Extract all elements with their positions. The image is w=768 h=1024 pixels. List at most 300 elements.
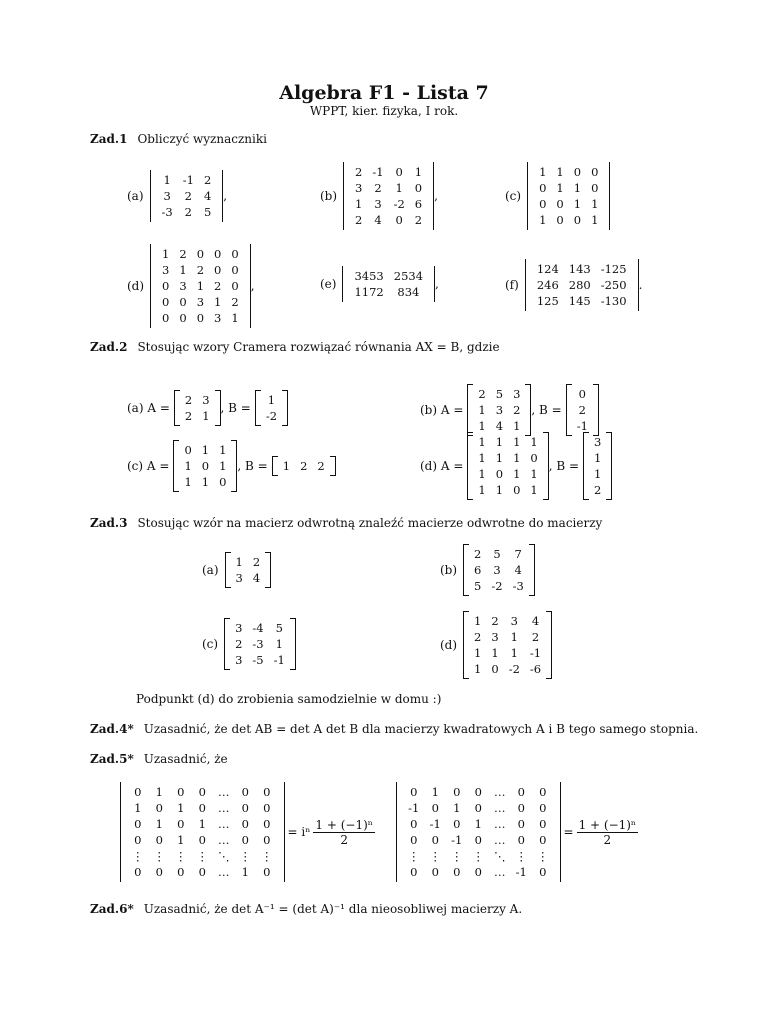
matrix-row: [127, 800, 278, 816]
matrix-cell: …: [218, 833, 230, 847]
matrix-cell: -1: [515, 865, 527, 879]
matrix-row: [127, 832, 278, 848]
matrix-cell: 2: [300, 459, 308, 473]
matrix-cell: ⋮: [175, 849, 187, 863]
zad2-c: [127, 440, 336, 492]
zad3-c-label: (c): [202, 637, 219, 651]
matrix-cell: 0: [573, 213, 582, 227]
punct: .: [638, 278, 643, 292]
matrix-cell: 0: [474, 785, 482, 799]
matrix-table: [532, 261, 632, 309]
matrix-cell: 0: [198, 833, 206, 847]
matrix-cell: 0: [263, 801, 271, 815]
zad2-b: [420, 384, 599, 436]
zad2-a: [127, 390, 288, 426]
matrix-cell: 2: [374, 181, 382, 195]
matrix-cell: 0: [263, 817, 271, 831]
matrix-row: [350, 212, 427, 228]
matrix-cell: 0: [214, 247, 222, 261]
matrix: [225, 552, 272, 588]
matrix-cell: 0: [231, 263, 239, 277]
matrix-cell: 0: [431, 801, 439, 815]
matrix-cell: 1: [275, 637, 283, 651]
matrix-cell: 1: [201, 475, 210, 489]
matrix-cell: -3: [252, 637, 264, 651]
matrix-cell: 0: [431, 833, 439, 847]
matrix-cell: 0: [177, 865, 185, 879]
matrix-row: [473, 386, 525, 402]
zad6-text: Uzasadnić, że det A⁻¹ = (det A)⁻¹ dla nieosobliwej macierzy A.: [143, 902, 523, 916]
matrix-A: [174, 390, 221, 426]
matrix-cell: 3453: [354, 269, 384, 283]
matrix-cell: 1: [530, 467, 538, 481]
matrix-cell: 0: [474, 833, 482, 847]
matrix-cell: 0: [539, 197, 547, 211]
matrix-cell: 1: [573, 181, 582, 195]
matrix-cell: 3: [162, 263, 170, 277]
matrix-row: [589, 450, 606, 466]
matrix-cell: -1: [273, 653, 285, 667]
matrix-cell: 1: [414, 165, 423, 179]
matrix-cell: 0: [198, 801, 206, 815]
matrix-cell: 1: [474, 817, 482, 831]
zad3-note: Podpunkt (d) do zrobienia samodzielnie w domu :): [136, 692, 442, 706]
matrix-cell: 1: [510, 646, 518, 660]
b-eq: , B =: [548, 459, 580, 473]
matrix-cell: 1: [219, 459, 227, 473]
matrix-cell: ⋮: [196, 849, 208, 863]
punct: ,: [435, 277, 439, 291]
zad1-header: [90, 132, 267, 146]
matrix-row: [572, 402, 593, 418]
matrix-row: [349, 268, 428, 284]
det-matrix: [120, 782, 285, 882]
matrix-row: [179, 474, 231, 490]
matrix-cell: 0: [241, 801, 249, 815]
zad2-c-label: (c) A =: [127, 459, 170, 473]
matrix-cell: 0: [162, 295, 170, 309]
det-matrix: [396, 782, 561, 882]
matrix-cell: 0: [591, 165, 599, 179]
matrix-row: [157, 310, 244, 326]
matrix-cell: 0: [395, 213, 403, 227]
matrix-cell: 0: [453, 865, 461, 879]
matrix-row: [180, 392, 215, 408]
matrix-cell: 1: [495, 451, 504, 465]
matrix-cell: 1: [478, 467, 486, 481]
matrix-row: [473, 450, 542, 466]
matrix-cell: 2: [184, 189, 192, 203]
matrix-cell: 2: [474, 547, 482, 561]
matrix-row: [261, 408, 282, 424]
frac-num: 1 + (−1)ⁿ: [315, 817, 373, 832]
matrix-cell: 1: [395, 181, 403, 195]
b-eq: , B =: [220, 401, 251, 415]
matrix-row: [469, 562, 529, 578]
zad2-header: [90, 340, 500, 354]
matrix-cell: 145: [568, 294, 591, 308]
zad3-a-label: (a): [202, 563, 219, 577]
matrix-cell: 0: [201, 459, 210, 473]
zad1-text: Obliczyć wyznaczniki: [137, 132, 267, 146]
zad1-label: Zad.1: [90, 132, 128, 146]
matrix-cell: 2: [203, 173, 212, 187]
matrix-table: [231, 554, 266, 586]
matrix-table: [179, 442, 231, 490]
matrix-cell: 1: [474, 614, 482, 628]
matrix-cell: 3: [196, 295, 205, 309]
matrix-A: [467, 384, 531, 436]
matrix-cell: 0: [134, 817, 142, 831]
matrix-table: [473, 434, 542, 498]
zad5-label: Zad.5*: [90, 752, 134, 766]
matrix-row: [589, 434, 606, 450]
matrix-cell: …: [494, 865, 506, 879]
matrix-cell: 1: [591, 213, 599, 227]
matrix-cell: 0: [453, 817, 461, 831]
matrix-table: [589, 434, 606, 498]
matrix-cell: 0: [431, 865, 439, 879]
zad1-c: [505, 162, 610, 230]
matrix-cell: 4: [531, 614, 540, 628]
matrix-cell: -2: [508, 662, 520, 676]
matrix-cell: 0: [134, 785, 142, 799]
matrix-cell: 0: [231, 279, 239, 293]
matrix-cell: 3: [374, 197, 382, 211]
matrix-cell: …: [494, 785, 506, 799]
zad3-label: Zad.3: [90, 516, 128, 530]
matrix-table: [403, 784, 554, 880]
matrix-cell: 0: [231, 247, 239, 261]
matrix-cell: 0: [591, 181, 599, 195]
matrix-cell: 1: [179, 263, 187, 277]
zad5-header: [90, 752, 228, 766]
matrix-cell: 0: [241, 817, 249, 831]
matrix-B: [566, 384, 599, 436]
matrix-cell: 0: [556, 213, 564, 227]
matrix-cell: 0: [495, 467, 504, 481]
matrix-cell: ⋮: [515, 849, 527, 863]
matrix-cell: 3: [163, 189, 171, 203]
matrix-cell: 1: [474, 662, 482, 676]
matrix-row: [572, 386, 593, 402]
page-subtitle: WPPT, kier. fizyka, I rok.: [309, 104, 459, 118]
punct: ,: [434, 189, 438, 203]
matrix-cell: 1: [431, 785, 439, 799]
det-matrix: [150, 244, 251, 328]
matrix-B: [272, 456, 336, 476]
matrix-cell: 1: [267, 393, 276, 407]
matrix-cell: …: [494, 833, 506, 847]
matrix-cell: 0: [513, 483, 521, 497]
matrix-row: [469, 546, 529, 562]
matrix-row: [473, 466, 542, 482]
matrix-row: [403, 832, 554, 848]
matrix-cell: 1: [556, 165, 564, 179]
matrix-cell: 0: [410, 817, 418, 831]
matrix-cell: 2: [184, 205, 192, 219]
matrix-cell: 0: [539, 801, 547, 815]
matrix-cell: ⋮: [153, 849, 165, 863]
matrix-row: [127, 848, 278, 864]
matrix-cell: 1: [155, 817, 163, 831]
matrix-cell: 2: [474, 630, 482, 644]
matrix-cell: 0: [155, 865, 163, 879]
matrix-cell: 1: [556, 181, 564, 195]
zad1-e-label: (e): [320, 277, 337, 291]
punct: ,: [250, 279, 255, 293]
matrix-cell: 1: [573, 197, 582, 211]
matrix-cell: 1: [231, 311, 239, 325]
matrix-row: [157, 188, 217, 204]
matrix-cell: 3: [179, 279, 187, 293]
matrix-cell: 3: [510, 614, 518, 628]
matrix-cell: 1: [539, 213, 547, 227]
matrix-cell: 0: [539, 817, 547, 831]
matrix-cell: -125: [600, 262, 627, 276]
matrix-row: [534, 164, 603, 180]
zad3-d: [440, 611, 552, 679]
matrix-row: [469, 578, 529, 594]
matrix-cell: -1: [451, 833, 463, 847]
matrix-cell: 0: [414, 181, 423, 195]
matrix-row: [534, 180, 603, 196]
matrix-cell: 2: [184, 409, 193, 423]
matrix-cell: 1: [478, 435, 486, 449]
zad1-b: [320, 162, 438, 230]
matrix-cell: 1: [177, 833, 185, 847]
punct: ,: [223, 189, 228, 203]
matrix-cell: 1: [530, 435, 538, 449]
matrix-cell: 1: [196, 279, 205, 293]
matrix-cell: 1: [241, 865, 249, 879]
matrix-cell: …: [218, 785, 230, 799]
matrix-cell: 0: [578, 387, 586, 401]
matrix-cell: 2: [179, 247, 187, 261]
matrix-cell: 0: [517, 801, 525, 815]
matrix-A: [467, 432, 548, 500]
matrix-row: [179, 458, 231, 474]
matrix-table: [572, 386, 593, 434]
matrix-table: [180, 392, 215, 424]
frac-den: 2: [340, 832, 348, 847]
matrix-row: [473, 402, 525, 418]
zad1-d: [127, 244, 255, 328]
matrix-cell: 0: [410, 865, 418, 879]
matrix-row: [231, 570, 266, 586]
matrix-cell: 0: [395, 165, 403, 179]
zad4: [90, 722, 698, 736]
matrix-cell: 1: [513, 451, 521, 465]
matrix-cell: 3: [594, 435, 602, 449]
matrix-cell: -250: [600, 278, 627, 292]
zad5-eq2: [396, 782, 638, 882]
matrix-cell: -5: [252, 653, 264, 667]
det-matrix: [527, 162, 610, 230]
matrix-cell: 0: [517, 833, 525, 847]
matrix-cell: 3: [202, 393, 210, 407]
matrix-row: [157, 246, 244, 262]
det-matrix: [343, 162, 434, 230]
zad2-b-label: (b) A =: [420, 403, 464, 417]
matrix-table: [534, 164, 603, 228]
matrix-table: [127, 784, 278, 880]
matrix-cell: 280: [568, 278, 591, 292]
matrix-cell: -1: [529, 646, 542, 660]
matrix-cell: 2: [478, 387, 486, 401]
zad4-label: Zad.4*: [90, 722, 134, 736]
matrix-cell: 0: [539, 865, 547, 879]
matrix-row: [350, 164, 427, 180]
matrix-row: [349, 284, 428, 300]
matrix-cell: 1: [474, 646, 482, 660]
zad1-f: [505, 259, 642, 311]
fraction: [577, 818, 639, 847]
matrix-row: [469, 629, 546, 645]
matrix-table: [157, 172, 217, 220]
matrix-cell: 3: [355, 181, 363, 195]
matrix-cell: 0: [184, 443, 192, 457]
matrix-cell: 1: [184, 459, 192, 473]
matrix-cell: 1: [478, 403, 486, 417]
det-matrix: [525, 259, 639, 311]
matrix-cell: 5: [495, 387, 504, 401]
matrix-cell: -6: [529, 662, 542, 676]
matrix-cell: 1: [184, 475, 192, 489]
matrix-cell: 3: [493, 563, 501, 577]
matrix-cell: 0: [474, 801, 482, 815]
matrix-cell: 2534: [393, 269, 424, 283]
zad2-a-label: (a) A =: [127, 401, 170, 415]
matrix-cell: 5: [474, 579, 482, 593]
matrix-cell: 2: [184, 393, 193, 407]
matrix-row: [231, 554, 266, 570]
matrix-cell: 2: [513, 403, 521, 417]
matrix-cell: 5: [203, 205, 212, 219]
matrix-cell: 0: [134, 833, 142, 847]
matrix-cell: 2: [252, 555, 261, 569]
matrix-cell: 1: [478, 483, 486, 497]
matrix-row: [127, 864, 278, 880]
matrix-cell: 3: [214, 311, 222, 325]
matrix-row: [469, 645, 546, 661]
matrix-B: [583, 432, 612, 500]
matrix-cell: 1: [214, 295, 222, 309]
frac-num: 1 + (−1)ⁿ: [578, 817, 637, 832]
matrix-cell: 0: [241, 785, 249, 799]
matrix-cell: 0: [539, 785, 547, 799]
matrix-cell: 2: [414, 213, 423, 227]
matrix-cell: 3: [513, 387, 521, 401]
matrix-cell: -1: [576, 419, 588, 433]
matrix-row: [403, 784, 554, 800]
matrix-cell: 1: [495, 435, 504, 449]
matrix-cell: 0: [177, 785, 185, 799]
matrix-row: [127, 784, 278, 800]
zad6: [90, 902, 522, 916]
zad2-d: [420, 432, 612, 500]
matrix-cell: …: [218, 865, 230, 879]
matrix-row: [469, 661, 546, 677]
matrix-cell: 1: [134, 801, 142, 815]
matrix-cell: 1172: [354, 285, 384, 299]
matrix-cell: 0: [177, 817, 185, 831]
zad6-label: Zad.6*: [90, 902, 134, 916]
matrix-cell: 1: [201, 443, 210, 457]
matrix-row: [230, 620, 290, 636]
matrix-cell: 0: [155, 801, 163, 815]
matrix-cell: 1: [198, 817, 206, 831]
matrix-cell: 0: [198, 785, 206, 799]
zad1-a-label: (a): [127, 189, 144, 203]
matrix-cell: 0: [155, 833, 163, 847]
matrix-cell: 1: [539, 165, 547, 179]
matrix-cell: -2: [393, 197, 405, 211]
zad1-e: [320, 266, 439, 302]
eq: =: [563, 825, 574, 839]
matrix-cell: 1: [510, 630, 518, 644]
matrix-A: [173, 440, 237, 492]
matrix-row: [157, 204, 217, 220]
matrix: [463, 544, 535, 596]
matrix-row: [180, 408, 215, 424]
zad1-d-label: (d): [127, 279, 145, 293]
matrix-cell: -4: [252, 621, 264, 635]
matrix-cell: …: [218, 817, 230, 831]
matrix-row: [473, 482, 542, 498]
matrix-cell: 2: [231, 295, 239, 309]
matrix-cell: ⋮: [239, 849, 251, 863]
matrix-cell: 0: [263, 785, 271, 799]
matrix-cell: 2: [355, 213, 363, 227]
matrix-cell: 0: [530, 451, 538, 465]
matrix-row: [403, 800, 554, 816]
matrix-row: [403, 848, 554, 864]
zad5-text: Uzasadnić, że: [143, 752, 228, 766]
matrix-row: [532, 293, 632, 309]
matrix-cell: -3: [161, 205, 173, 219]
matrix: [224, 618, 296, 670]
zad2-d-label: (d) A =: [420, 459, 464, 473]
eq-in: = iⁿ: [287, 825, 311, 839]
matrix-row: [157, 278, 244, 294]
matrix-cell: 2: [235, 637, 243, 651]
matrix-cell: ⋮: [451, 849, 463, 863]
matrix-cell: ⋱: [218, 849, 230, 863]
matrix-cell: 3: [495, 403, 504, 417]
matrix-cell: 1: [453, 801, 461, 815]
matrix-cell: 0: [517, 817, 525, 831]
zad3-b-label: (b): [440, 563, 458, 577]
matrix-cell: -2: [491, 579, 503, 593]
matrix-row: [534, 212, 603, 228]
frac-den: 2: [603, 832, 612, 847]
matrix-cell: -1: [182, 173, 194, 187]
matrix-cell: ⋮: [472, 849, 484, 863]
matrix-cell: 1: [163, 173, 171, 187]
matrix-cell: 1: [594, 451, 602, 465]
matrix-cell: 1: [282, 459, 291, 473]
matrix-cell: ⋱: [494, 849, 506, 863]
matrix-table: [473, 386, 525, 434]
zad3-text: Stosując wzór na macierz odwrotną znaleźć macierze odwrotne do macierzy: [137, 516, 603, 530]
matrix-cell: 0: [263, 865, 271, 879]
matrix-cell: 2: [531, 630, 540, 644]
zad1-a: [127, 170, 227, 222]
matrix-cell: 6: [474, 563, 482, 577]
matrix-cell: 0: [491, 662, 499, 676]
matrix-cell: -3: [512, 579, 524, 593]
